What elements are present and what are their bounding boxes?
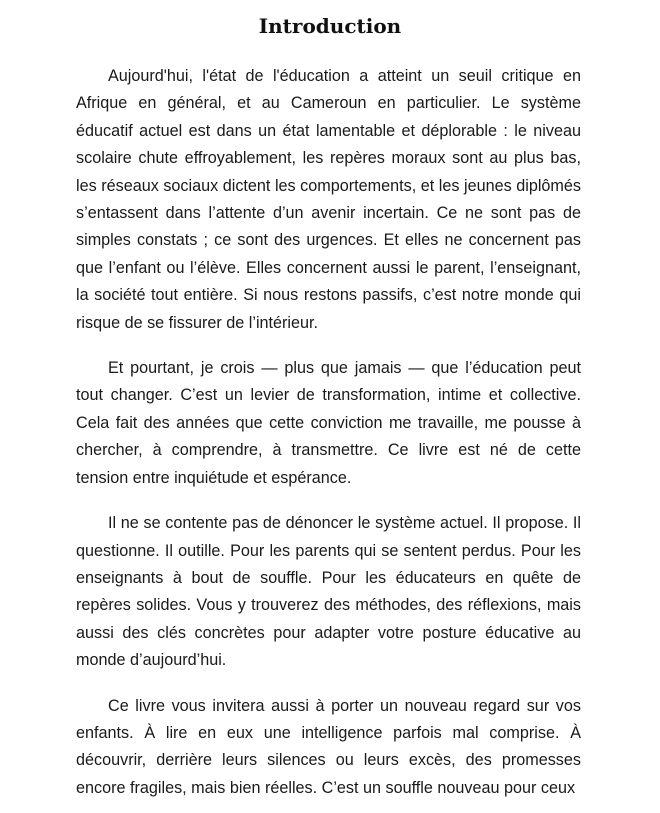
paragraph-1: Aujourd'hui, l'état de l'éducation a atteint un seuil critique en Afrique en général, et au Cameroun en particulier. Le système éducatif actuel est dans un état lamentable et déplorable : le niveau scolaire chute effroyablement, les repères moraux sont au plus bas, les réseaux sociaux dictent les comportements, et les jeunes diplômés s’entassent dans l’attente d’un avenir incertain. Ce ne sont pas de simples constats ; ce sont des urgences. Et elles ne concernent pas que l’enfant ou l’élève. Elles concernent aussi le parent, l’enseignant, la société tout entière. Si nous restons passifs, c’est notre monde qui risque de se fissurer de l’intérieur. [76,67,581,332]
paragraph-3: Il ne se contente pas de dénoncer le système actuel. Il propose. Il questionne. Il outille. Pour les parents qui se sentent perdus. Pour les enseignants à bout de souffle. Pour les éducateurs en quête de repères solides. Vous y trouverez des méthodes, des réflexions, mais aussi des clés concrètes pour adapter votre posture éducative au monde d’aujourd’hui. [76,514,581,670]
paragraph-4: Ce livre vous invitera aussi à porter un nouveau regard sur vos enfants. À lire en eux une intelligence parfois mal comprise. À découvrir, derrière leurs silences ou leurs excès, des promesses encore fragiles, mais bien réelles. C’est un souffle nouveau pour ceux [76,696,581,797]
page-title: Introduction [258,14,402,38]
document-body [76,63,581,813]
paragraph-2: Et pourtant, je crois — plus que jamais — que l’éducation peut tout changer. C’est un levier de transformation, intime et collective. Cela fait des années que cette conviction me travaille, me pousse à chercher, à comprendre, à transmettre. Ce livre est né de cette tension entre inquiétude et espérance. [76,359,581,487]
